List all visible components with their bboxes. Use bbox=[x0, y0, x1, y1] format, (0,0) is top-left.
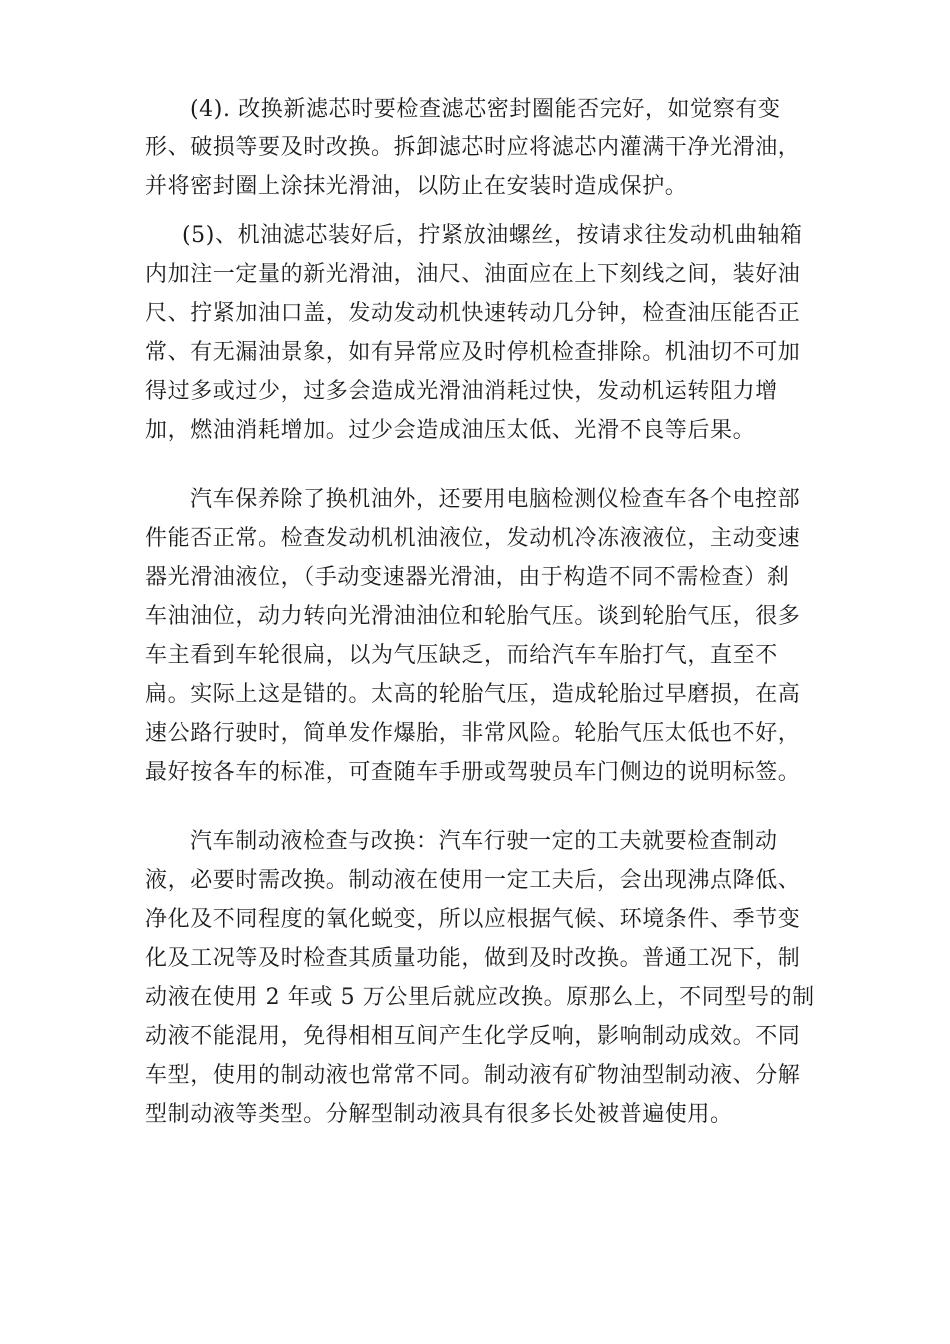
text-line: 车型，使用的制动液也常常不同。制动液有矿物油型制动液、分解 bbox=[145, 1063, 801, 1088]
text-line: 器光滑油液位，（手动变速器光滑油，由于构造不同不需检查）刹 bbox=[145, 565, 790, 590]
text-line: 尺、拧紧加油口盖，发动发动机快速转动几分钟，检查油压能否正 bbox=[145, 301, 801, 326]
text-line: 加，燃油消耗增加。过少会造成油压太低、光滑不良等后果。 bbox=[145, 418, 756, 443]
text-line: (4). 改换新滤芯时要检查滤芯密封圈能否完好，如觉察有变 bbox=[190, 97, 781, 122]
text-line: 内加注一定量的新光滑油，油尺、油面应在上下刻线之间，装好油 bbox=[145, 262, 801, 287]
text-line: 液，必要时需改换。制动液在使用一定工夫后，会出现沸点降低、 bbox=[145, 868, 801, 893]
text-line: 扁。实际上这是错的。太高的轮胎气压，造成轮胎过早磨损，在高 bbox=[145, 682, 801, 707]
text-line: 件能否正常。检查发动机机油液位，发动机冷冻液液位，主动变速 bbox=[145, 526, 801, 551]
text-line: 速公路行驶时，简单发作爆胎，非常风险。轮胎气压太低也不好， bbox=[145, 721, 801, 746]
text-line: 车油油位，动力转向光滑油油位和轮胎气压。谈到轮胎气压，很多 bbox=[145, 604, 801, 629]
text-line: (5)、机油滤芯装好后，拧紧放油螺丝，按请求往发动机曲轴箱 bbox=[182, 223, 803, 248]
text-line: 汽车制动液检查与改换：汽车行驶一定的工夫就要检查制动 bbox=[190, 829, 778, 854]
text-line: 并将密封圈上涂抹光滑油，以防止在安装时造成保护。 bbox=[145, 174, 688, 199]
text-line: 净化及不同程度的氧化蜕变，所以应根据气候、环境条件、季节变 bbox=[145, 907, 801, 932]
text-line: 动液不能混用，免得相相互间产生化学反响，影响制动成效。不同 bbox=[145, 1024, 801, 1049]
text-line: 汽车保养除了换机油外，还要用电脑检测仪检查车各个电控部 bbox=[190, 487, 801, 512]
text-line: 最好按各车的标准，可查随车手册或驾驶员车门侧边的说明标签。 bbox=[145, 760, 801, 785]
text-line: 动液在使用 2 年或 5 万公里后就应改换。原那么上，不同型号的制 bbox=[145, 985, 815, 1010]
text-line: 车主看到车轮很扁，以为气压缺乏，而给汽车车胎打气，直至不 bbox=[145, 643, 778, 668]
text-line: 形、破损等要及时改换。拆卸滤芯时应将滤芯内灌满干净光滑油， bbox=[145, 135, 801, 160]
text-line: 型制动液等类型。分解型制动液具有很多长处被普遍使用。 bbox=[145, 1102, 733, 1127]
text-line: 常、有无漏油景象，如有异常应及时停机检查排除。机油切不可加 bbox=[145, 340, 801, 365]
text-line: 得过多或过少，过多会造成光滑油消耗过快，发动机运转阻力增 bbox=[145, 379, 778, 404]
text-line: 化及工况等及时检查其质量功能，做到及时改换。普通工况下，制 bbox=[145, 946, 801, 971]
